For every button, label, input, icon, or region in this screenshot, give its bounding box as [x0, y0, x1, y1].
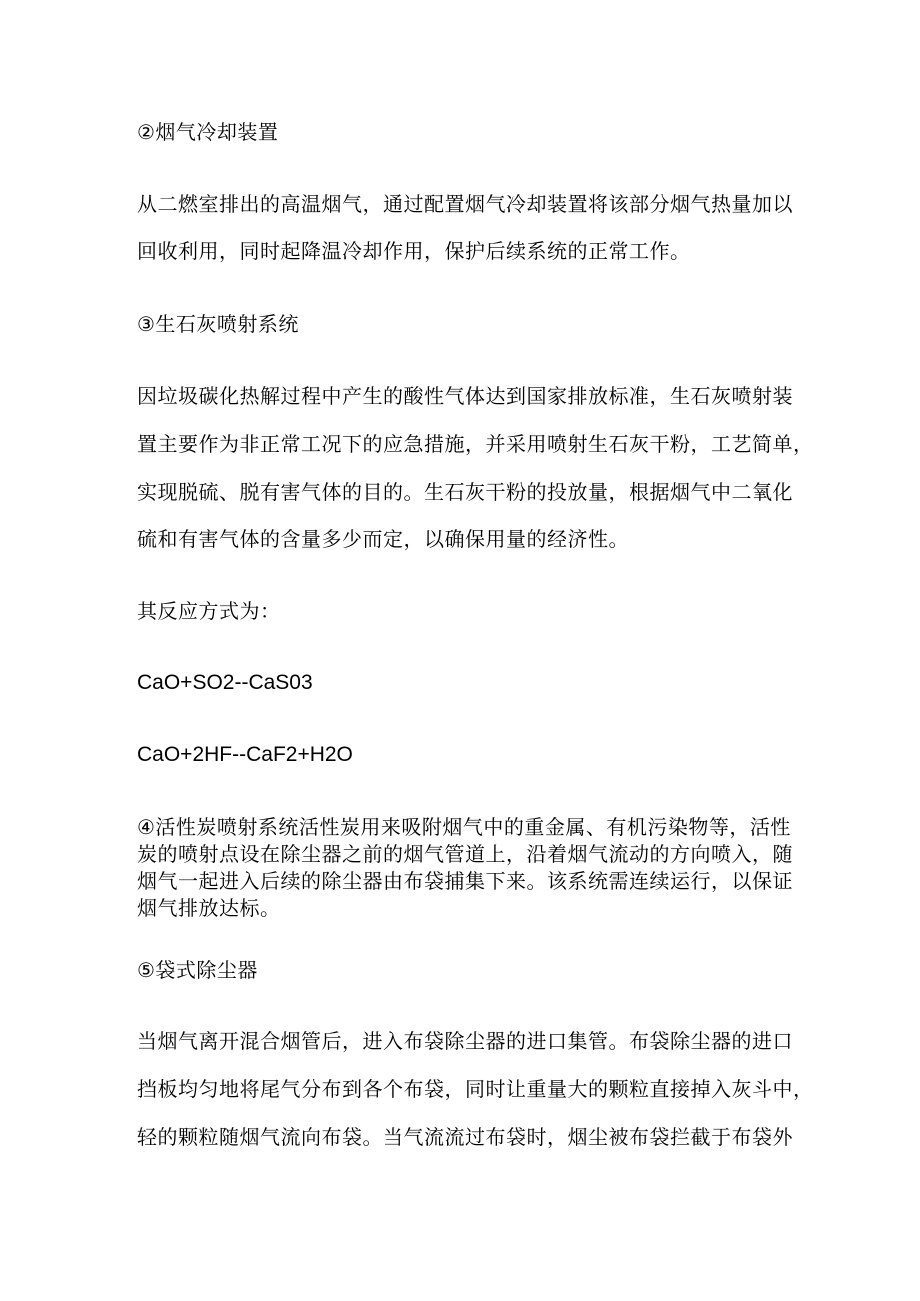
paragraph-line: ④活性炭喷射系统活性炭用来吸附烟气中的重金属、有机污染物等，活性 [137, 815, 791, 839]
reaction-intro: 其反应方式为： [137, 599, 281, 623]
paragraph-line: 实现脱硫、脱有害气体的目的。生石灰干粉的投放量，根据烟气中二氧化 [137, 480, 793, 504]
paragraph-line: 因垃圾碳化热解过程中产生的酸性气体达到国家排放标准，生石灰喷射装 [137, 384, 793, 408]
section-heading-quicklime-injection: ③生石灰喷射系统 [137, 312, 299, 336]
paragraph-line: 硫和有害气体的含量多少而定，以确保用量的经济性。 [137, 527, 629, 551]
section-heading-flue-gas-cooling: ②烟气冷却装置 [137, 120, 279, 144]
paragraph-line: 烟气一起进入后续的除尘器由布袋捕集下来。该系统需连续运行，以保证 [137, 869, 793, 893]
section-heading-bag-filter: ⑤袋式除尘器 [137, 958, 258, 982]
chemical-equation: CaO+SO2--CaS03 [137, 671, 313, 694]
paragraph-line: 从二燃室排出的高温烟气，通过配置烟气冷却装置将该部分烟气热量加以 [137, 192, 793, 216]
chemical-equation: CaO+2HF--CaF2+H2O [137, 743, 353, 766]
paragraph-line: 回收利用，同时起降温冷却作用，保护后续系统的正常工作。 [137, 239, 691, 263]
paragraph-line: 置主要作为非正常工况下的应急措施，并采用喷射生石灰干粉，工艺简单， [137, 432, 814, 456]
paragraph-line: 烟气排放达标。 [137, 896, 281, 920]
paragraph-line: 轻的颗粒随烟气流向布袋。当气流流过布袋时，烟尘被布袋拦截于布袋外 [137, 1125, 793, 1149]
paragraph-line: 挡板均匀地将尾气分布到各个布袋，同时让重量大的颗粒直接掉入灰斗中， [137, 1077, 814, 1101]
paragraph-line: 炭的喷射点设在除尘器之前的烟气管道上，沿着烟气流动的方向喷入，随 [137, 842, 793, 866]
paragraph-line: 当烟气离开混合烟管后，进入布袋除尘器的进口集管。布袋除尘器的进口 [137, 1029, 793, 1053]
